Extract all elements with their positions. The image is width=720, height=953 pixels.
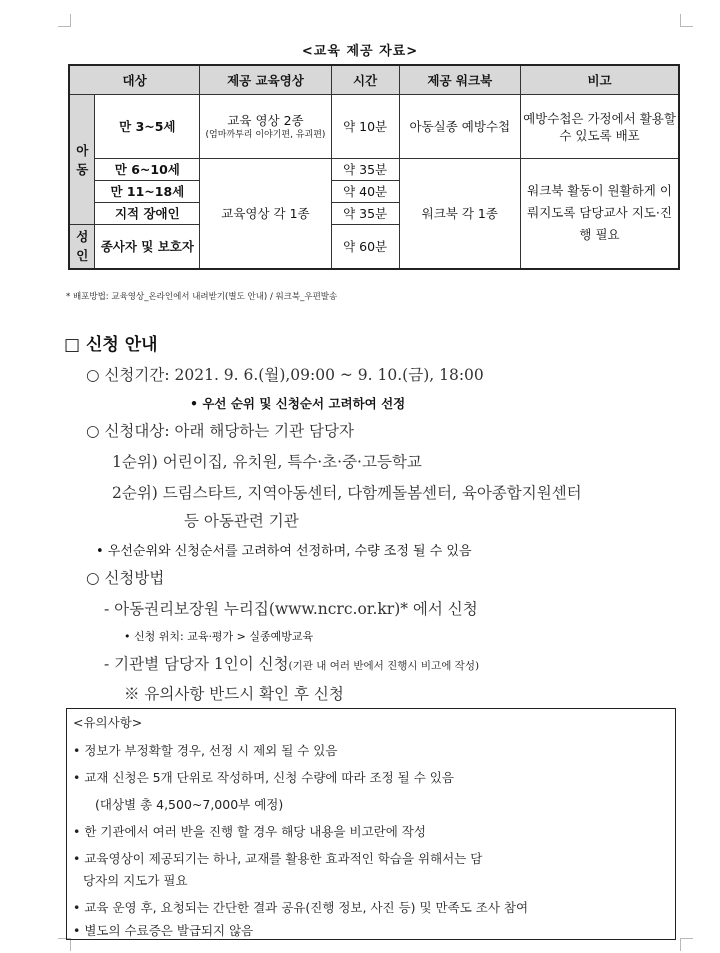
shared-video: 교육영상 각 1종 <box>200 159 332 269</box>
row-time: 약 35분 <box>331 159 399 181</box>
caution-line: ※ 유의사항 반드시 확인 후 신청 <box>124 685 344 703</box>
table-title: <교육 제공 자료> <box>301 44 419 59</box>
group-child: 아동 <box>69 95 95 225</box>
table-header-row <box>69 65 679 95</box>
page-corner-mark <box>680 938 693 951</box>
row-time: 약 10분 <box>331 95 399 159</box>
row-video <box>200 95 332 159</box>
notice-item: • 정보가 부정확할 경우, 선정 시 제외 될 수 있음 <box>73 743 338 758</box>
period-label: ○ 신청기간: <box>86 366 175 384</box>
method1-sub: • 신청 위치: 교육·평가 > 실종예방교육 <box>124 630 314 643</box>
checkbox-square-icon: □ <box>64 335 81 355</box>
header-video: 제공 교육영상 <box>200 65 332 95</box>
distribution-footnote: * 배포방법: 교육영상_온라인에서 내려받기(별도 안내) / 워크북_우편발송 <box>66 292 338 302</box>
notice-item: • 교육 운영 후, 요청되는 간단한 결과 공유(진행 정보, 사진 등) 및 만족도 조사 참여 <box>73 900 529 915</box>
notice-item: • 교재 신청은 5개 단위로 작성하며, 신청 수량에 따라 조정 될 수 있음 <box>73 770 454 785</box>
header-time: 시간 <box>331 65 399 95</box>
notice-item: (대상별 총 4,500~7,000부 예정) <box>95 797 284 812</box>
rank1-line: 1순위) 어린이집, 유치원, 특수·초·중·고등학교 <box>112 453 422 471</box>
selection-note: • 우선순위와 신청순서를 고려하여 선정하며, 수량 조정 될 수 있음 <box>96 544 472 559</box>
method2-text: - 기관별 담당자 1인이 신청 <box>104 655 289 673</box>
notice-title: <유의사항> <box>73 715 143 730</box>
rank2-line: 2순위) 드림스타트, 지역아동센터, 다함께돌봄센터, 육아종합지원센터 <box>112 484 582 502</box>
priority-note: • 우선 순위 및 신청순서 고려하여 선정 <box>190 396 406 411</box>
page-corner-mark <box>680 14 693 27</box>
education-materials-table <box>68 64 680 270</box>
row-target: 종사자 및 보호자 <box>95 225 200 269</box>
table-row <box>69 159 679 181</box>
row-time: 약 40분 <box>331 181 399 203</box>
period-value: 2021. 9. 6.(월),09:00 ~ 9. 10.(금), 18:00 <box>174 366 484 384</box>
method1-line: - 아동권리보장원 누리집(www.ncrc.or.kr)* 에서 신청 <box>104 600 478 618</box>
header-target: 대상 <box>69 65 200 95</box>
notice-item: • 별도의 수료증은 발급되지 않음 <box>73 923 254 938</box>
notice-item: • 한 기관에서 여러 반을 진행 할 경우 해당 내용을 비고란에 작성 <box>73 824 426 839</box>
notice-item: • 교육영상이 제공되기는 하나, 교재를 활용한 효과적인 학습을 위해서는 담 <box>73 851 483 866</box>
row-target: 만 3~5세 <box>95 95 200 159</box>
shared-note: 워크북 활동이 원활하게 이뤄지도록 담당교사 지도·진행 필요 <box>521 159 679 269</box>
period-line <box>86 363 484 385</box>
row-target: 만 6~10세 <box>95 159 200 181</box>
rank2-continued: 등 아동관련 기관 <box>184 512 299 530</box>
row-time: 약 35분 <box>331 203 399 225</box>
notice-box <box>66 708 676 940</box>
group-adult: 성인 <box>69 225 95 269</box>
row-target: 지적 장애인 <box>95 203 200 225</box>
video-title: 교육 영상 2종 <box>227 112 304 128</box>
row-workbook: 아동실종 예방수첩 <box>399 95 521 159</box>
header-workbook: 제공 워크북 <box>399 65 521 95</box>
table-row <box>69 95 679 159</box>
row-note: 예방수첩은 가정에서 활용할 수 있도록 배포 <box>521 95 679 159</box>
method2-small: (기관 내 여러 반에서 진행시 비고에 작성) <box>288 660 480 672</box>
row-time: 약 60분 <box>331 225 399 269</box>
row-target: 만 11~18세 <box>95 181 200 203</box>
target-line: ○ 신청대상: 아래 해당하는 기관 담당자 <box>86 422 354 440</box>
video-subtitle: (엄마까투리 이야기편, 유괴편) <box>205 129 326 140</box>
section-title <box>64 330 158 355</box>
section-title-text: 신청 안내 <box>85 335 158 355</box>
header-note: 비고 <box>521 65 679 95</box>
method2-line <box>104 652 479 674</box>
notice-item: 당자의 지도가 필요 <box>83 873 188 888</box>
page-corner-mark <box>58 14 71 27</box>
shared-workbook: 워크북 각 1종 <box>399 159 521 269</box>
method-line: ○ 신청방법 <box>86 569 165 587</box>
